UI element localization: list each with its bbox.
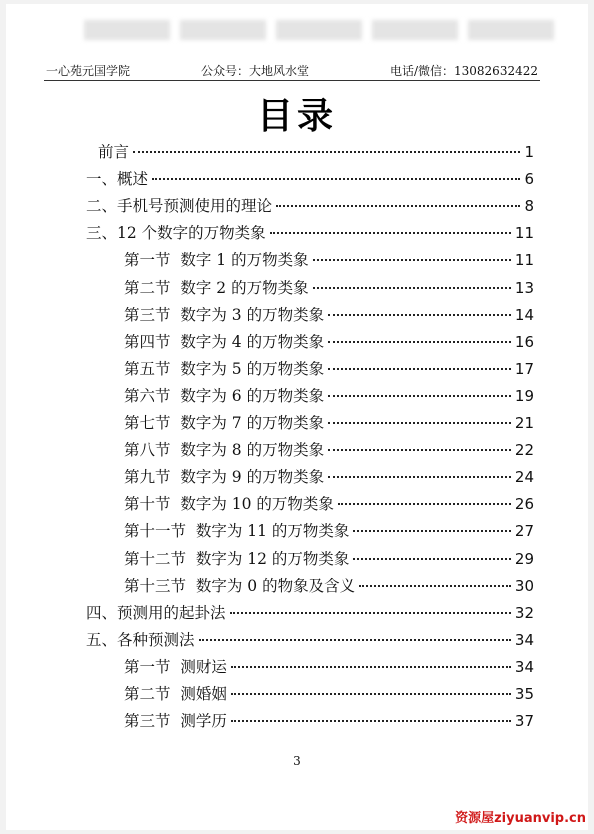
header-right: 电话/微信：13082632422 [389, 64, 538, 78]
toc-entry[interactable] [124, 384, 534, 408]
toc-leader-dots [328, 449, 511, 451]
toc-entry[interactable] [124, 276, 534, 300]
page-title: 目录 [256, 95, 337, 137]
toc-entry-page: 16 [514, 332, 534, 351]
toc-entry-page: 6 [524, 170, 534, 189]
toc-entry-label: 第九节 数字为 9 的万物类象 [124, 468, 325, 487]
toc-entry-page: 13 [514, 278, 534, 297]
redacted-header-strip [84, 20, 554, 40]
toc-leader-dots [328, 476, 511, 478]
toc-entry[interactable] [124, 547, 534, 571]
toc-leader-dots [313, 287, 511, 289]
toc-entry-page: 35 [514, 685, 534, 703]
toc-entry-label: 第十一节 数字为 11 的万物类象 [124, 522, 350, 541]
toc-entry-page: 11 [514, 224, 534, 243]
toc-entry-label: 第一节 数字 1 的万物类象 [124, 251, 309, 270]
toc-entry-page: 8 [524, 197, 534, 216]
toc-entry[interactable] [86, 167, 534, 191]
page-header [46, 62, 538, 78]
toc-leader-dots [353, 530, 510, 532]
toc-leader-dots [359, 585, 511, 587]
toc-entry-label: 一、概述 [86, 170, 149, 189]
toc-entry-label: 第二节 测婚姻 [124, 685, 227, 703]
toc-entry-label: 三、12 个数字的万物类象 [86, 224, 266, 243]
header-center: 公众号：大地风水堂 [201, 64, 310, 78]
header-divider [44, 80, 540, 81]
toc-leader-dots [328, 368, 511, 370]
toc-leader-dots [231, 666, 511, 668]
toc-entry[interactable] [124, 330, 534, 354]
toc-entry-label: 第三节 数字为 3 的万物类象 [124, 305, 325, 324]
toc-entry-label: 二、手机号预测使用的理论 [86, 197, 273, 216]
toc-entry-page: 34 [514, 657, 534, 676]
toc-entry-label: 第二节 数字 2 的万物类象 [124, 278, 309, 297]
toc-entry-page: 22 [514, 441, 534, 460]
toc-entry-page: 21 [514, 414, 534, 432]
toc-leader-dots [353, 558, 510, 560]
toc-entry[interactable] [124, 303, 534, 327]
toc-entry-page: 14 [514, 305, 534, 324]
toc-entry[interactable] [124, 655, 534, 679]
toc-entry-label: 前言 [98, 143, 130, 161]
toc-entry-page: 34 [514, 630, 534, 649]
toc-entry-page: 30 [514, 576, 534, 595]
toc-entry[interactable] [86, 194, 534, 218]
toc-entry-page: 37 [514, 712, 534, 731]
toc-leader-dots [328, 314, 511, 316]
toc-leader-dots [231, 693, 511, 695]
toc-entry-page: 17 [514, 359, 534, 378]
toc-entry-label: 第十二节 数字为 12 的万物类象 [124, 549, 350, 568]
toc-leader-dots [328, 422, 511, 424]
toc-entry-label: 第五节 数字为 5 的万物类象 [124, 359, 325, 378]
toc-leader-dots [133, 151, 520, 153]
toc-leader-dots [276, 205, 520, 207]
toc-entry-page: 32 [514, 603, 534, 622]
toc-entry-label: 四、预测用的起卦法 [86, 603, 226, 622]
toc-leader-dots [328, 341, 511, 343]
toc-entry[interactable] [86, 601, 534, 625]
toc-leader-dots [328, 395, 511, 397]
toc-entry[interactable] [124, 519, 534, 543]
toc-entry[interactable] [124, 357, 534, 381]
toc-entry-label: 第十节 数字为 10 的万物类象 [124, 495, 334, 514]
toc-entry[interactable] [124, 465, 534, 489]
toc-entry-page: 1 [524, 143, 534, 161]
toc-leader-dots [230, 612, 511, 614]
toc-entry-label: 五、各种预测法 [86, 630, 195, 649]
toc-leader-dots [199, 639, 511, 641]
toc-entry-label: 第三节 测学历 [124, 712, 227, 731]
toc-entry[interactable] [124, 574, 534, 598]
toc-entry[interactable] [124, 492, 534, 516]
toc-entry[interactable] [98, 140, 534, 164]
toc-entry-page: 11 [514, 251, 534, 270]
toc-leader-dots [270, 232, 511, 234]
document-page [6, 4, 588, 830]
toc-entry[interactable] [124, 682, 534, 706]
toc-entry-label: 第六节 数字为 6 的万物类象 [124, 386, 325, 405]
toc-entry-page: 26 [514, 495, 534, 514]
toc-entry[interactable] [86, 628, 534, 652]
page-number: 3 [293, 754, 301, 768]
toc-entry-label: 第四节 数字为 4 的万物类象 [124, 332, 325, 351]
toc-entry-page: 29 [514, 549, 534, 568]
toc-entry-label: 第十三节 数字为 0 的物象及含义 [124, 576, 356, 595]
toc-entry-label: 第七节 数字为 7 的万物类象 [124, 414, 325, 432]
toc-entry[interactable] [124, 248, 534, 272]
toc-leader-dots [152, 178, 520, 180]
watermark: 资源屋ziyuanvip.cn [455, 811, 586, 826]
toc-entry[interactable] [86, 221, 534, 245]
toc-entry[interactable] [124, 411, 534, 435]
toc-entry-page: 19 [514, 386, 534, 405]
toc-leader-dots [231, 720, 511, 722]
toc-entry[interactable] [124, 709, 534, 733]
toc-leader-dots [338, 503, 511, 505]
toc-entry-label: 第一节 测财运 [124, 657, 227, 676]
toc-leader-dots [313, 259, 511, 261]
header-left: 一心苑元国学院 [46, 64, 131, 78]
toc-entry-page: 27 [514, 522, 534, 541]
toc-entry-label: 第八节 数字为 8 的万物类象 [124, 441, 325, 460]
toc-entry-page: 24 [514, 468, 534, 487]
toc-entry[interactable] [124, 438, 534, 462]
